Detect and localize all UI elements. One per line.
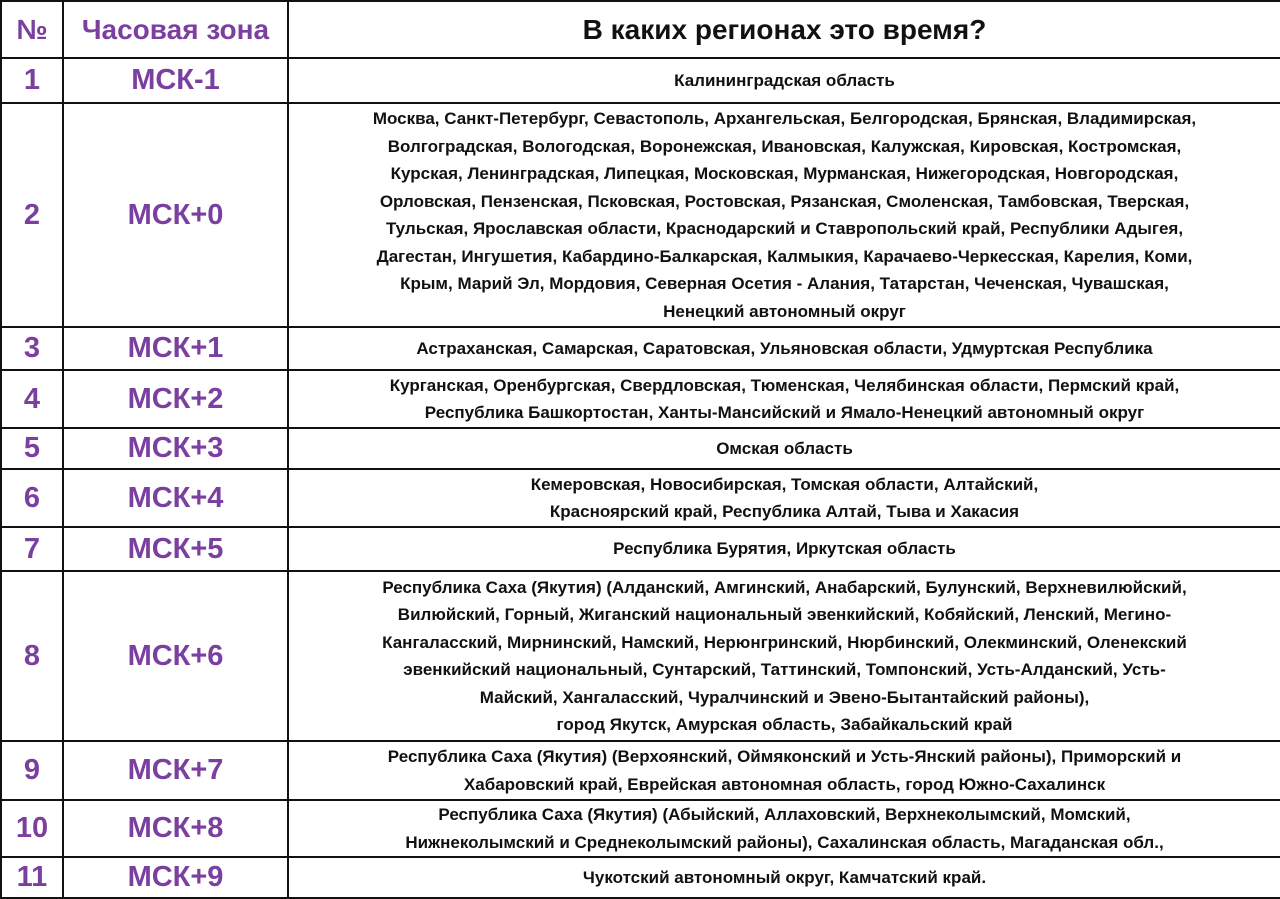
region-line: Республика Бурятия, Иркутская область <box>613 539 956 559</box>
region-line: Орловская, Пензенская, Псковская, Ростовская, Рязанская, Смоленская, Тамбовская, Тверская, <box>379 191 1190 211</box>
row-number: 8 <box>1 571 63 741</box>
region-line: Калининградская область <box>674 70 895 90</box>
header-regions: В каких регионах это время? <box>288 1 1280 58</box>
table-row <box>1 58 1280 103</box>
row-number: 4 <box>1 370 63 428</box>
region-line: Астраханская, Самарская, Саратовская, Ульяновская области, Удмуртская Республика <box>416 338 1153 358</box>
region-line: Курганская, Оренбургская, Свердловская, Тюменская, Челябинская области, Пермский край, <box>389 375 1180 395</box>
region-line: город Якутск, Амурская область, Забайкальский край <box>556 715 1013 734</box>
region-line: Республика Саха (Якутия) (Верхоянский, Оймяконский и Усть-Янский районы), Приморский и <box>387 747 1182 766</box>
row-timezone: МСК-1 <box>63 58 288 103</box>
row-timezone: МСК+9 <box>63 857 288 898</box>
row-regions <box>288 527 1280 571</box>
region-line: Красноярский край, Республика Алтай, Тыва и Хакасия <box>549 502 1020 521</box>
row-number: 9 <box>1 741 63 800</box>
row-timezone: МСК+0 <box>63 103 288 327</box>
row-timezone: МСК+3 <box>63 428 288 469</box>
region-line: эвенкийский национальный, Сунтарский, Таттинский, Томпонский, Усть-Алданский, Усть- <box>403 660 1166 679</box>
header-timezone: Часовая зона <box>63 1 288 58</box>
table-row <box>1 800 1280 857</box>
region-line: Чукотский автономный округ, Камчатский край. <box>582 867 987 887</box>
region-line: Нижнеколымский и Среднеколымский районы), Сахалинская область, Магаданская обл., <box>405 832 1164 852</box>
table-row <box>1 327 1280 370</box>
row-regions <box>288 58 1280 103</box>
row-regions <box>288 370 1280 428</box>
region-line: Вилюйский, Горный, Жиганский национальный эвенкийский, Кобяйский, Ленский, Мегино- <box>397 605 1172 624</box>
region-line: Хабаровский край, Еврейская автономная область, город Южно-Сахалинск <box>463 774 1106 794</box>
table-row <box>1 469 1280 527</box>
row-number: 5 <box>1 428 63 469</box>
region-line: Республика Саха (Якутия) (Алданский, Амгинский, Анабарский, Булунский, Верхневилюйский, <box>382 577 1187 597</box>
row-regions <box>288 741 1280 800</box>
region-line: Республика Саха (Якутия) (Абыйский, Аллаховский, Верхнеколымский, Момский, <box>438 805 1131 824</box>
row-number: 10 <box>1 800 63 857</box>
region-line: Кангаласский, Мирнинский, Намский, Нерюнгринский, Нюрбинский, Олекминский, Оленекский <box>382 632 1187 652</box>
row-number: 11 <box>1 857 63 898</box>
row-regions <box>288 469 1280 527</box>
region-line: Омская область <box>716 438 853 458</box>
region-line: Тульская, Ярославская области, Краснодарский и Ставропольский край, Республики Адыгея, <box>385 219 1184 238</box>
row-timezone: МСК+5 <box>63 527 288 571</box>
row-timezone: МСК+4 <box>63 469 288 527</box>
row-number: 1 <box>1 58 63 103</box>
table-row <box>1 527 1280 571</box>
row-timezone: МСК+1 <box>63 327 288 370</box>
row-regions <box>288 571 1280 741</box>
row-timezone: МСК+8 <box>63 800 288 857</box>
row-regions <box>288 857 1280 898</box>
table-row <box>1 428 1280 469</box>
row-regions <box>288 327 1280 370</box>
row-regions <box>288 800 1280 857</box>
region-line: Кемеровская, Новосибирская, Томская области, Алтайский, <box>530 474 1039 494</box>
row-timezone: МСК+7 <box>63 741 288 800</box>
row-number: 3 <box>1 327 63 370</box>
row-regions <box>288 103 1280 327</box>
table-row <box>1 370 1280 428</box>
row-number: 6 <box>1 469 63 527</box>
region-line: Республика Башкортостан, Ханты-Мансийский и Ямало-Ненецкий автономный округ <box>424 403 1145 422</box>
header-number: № <box>1 1 63 58</box>
region-line: Курская, Ленинградская, Липецкая, Московская, Мурманская, Нижегородская, Новгородская, <box>390 164 1179 183</box>
row-number: 2 <box>1 103 63 327</box>
table-row <box>1 741 1280 800</box>
region-line: Ненецкий автономный округ <box>663 301 906 321</box>
table-row <box>1 857 1280 898</box>
row-number: 7 <box>1 527 63 571</box>
row-regions <box>288 428 1280 469</box>
header-row <box>1 1 1280 58</box>
table-row <box>1 571 1280 741</box>
region-line: Москва, Санкт-Петербург, Севастополь, Архангельская, Белгородская, Брянская, Владимирская, <box>372 109 1197 128</box>
region-line: Крым, Марий Эл, Мордовия, Северная Осетия - Алания, Татарстан, Чеченская, Чувашская, <box>400 274 1169 293</box>
region-line: Майский, Хангаласский, Чуралчинский и Эвено-Бытантайский районы), <box>479 687 1090 707</box>
row-timezone: МСК+6 <box>63 571 288 741</box>
row-timezone: МСК+2 <box>63 370 288 428</box>
table-row <box>1 103 1280 327</box>
region-line: Дагестан, Ингушетия, Кабардино-Балкарская, Калмыкия, Карачаево-Черкесская, Карелия, Коми, <box>376 246 1193 266</box>
region-line: Волгоградская, Вологодская, Воронежская, Ивановская, Калужская, Кировская, Костромская, <box>387 136 1182 156</box>
